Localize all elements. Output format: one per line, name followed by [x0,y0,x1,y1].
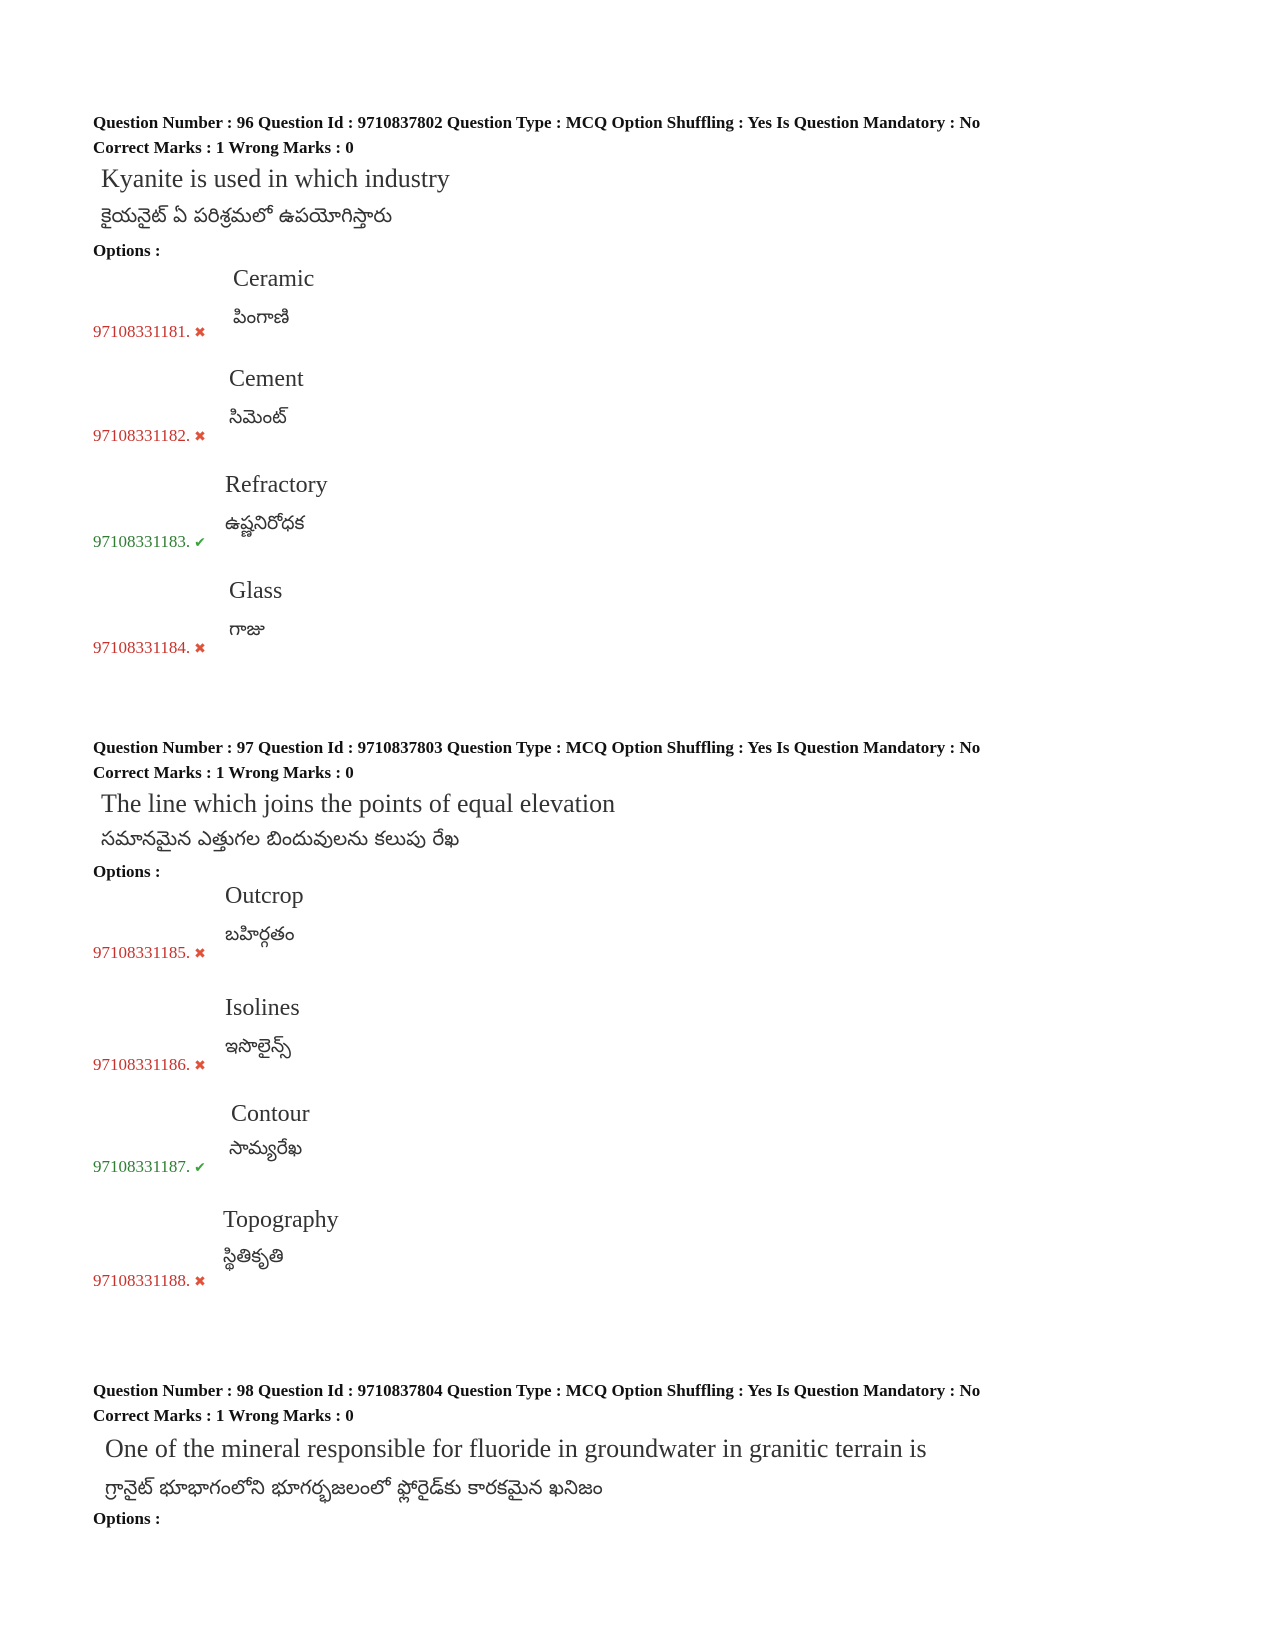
question-marks: Correct Marks : 1 Wrong Marks : 0 [93,763,354,782]
option-text-telugu: ఇసొలైన్స్ [225,1035,292,1057]
question-text-telugu: కైయనైట్ ఏ పరిశ్రమలో ఉపయోగిస్తారు [101,203,393,227]
options-label: Options : [93,1509,161,1528]
options-label: Options : [93,862,161,881]
question-text-english: Kyanite is used in which industry [101,164,450,193]
option-text-telugu: సామ్యరేఖ [229,1137,303,1159]
question-text-english: One of the mineral responsible for fluoride in groundwater in granitic terrain is [105,1434,927,1463]
option[interactable] [93,262,1213,366]
wrong-mark-icon: ✖ [194,946,206,962]
wrong-mark-icon: ✖ [194,641,206,657]
option-text-telugu: పింగాణి [233,306,290,328]
option-id: 97108331187. ✔ [93,1157,206,1176]
question-text-telugu: గ్రానైట్ భూభాగంలోని భూగర్భజలంలో ఫ్లోరైడ్‌కు కారకమైన ఖనిజం [105,1475,603,1499]
question-block [93,735,1213,1307]
option[interactable] [93,1207,1213,1307]
option-text-telugu: ఉష్ణనిరోధక [225,512,305,534]
question-marks: Correct Marks : 1 Wrong Marks : 0 [93,1406,354,1425]
option[interactable] [93,578,1213,678]
wrong-mark-icon: ✖ [194,1058,206,1074]
option-id: 97108331186. ✖ [93,1055,206,1074]
option-id: 97108331182. ✖ [93,426,206,445]
option-id: 97108331188. ✖ [93,1271,206,1290]
option-text-telugu: స్థితికృతి [223,1245,284,1267]
option[interactable] [93,366,1213,472]
options-label: Options : [93,241,161,260]
check-mark-icon: ✔ [194,1160,206,1176]
question-text-english: The line which joins the points of equal elevation [101,789,616,818]
wrong-mark-icon: ✖ [194,1274,206,1290]
option-id: 97108331181. ✖ [93,322,206,341]
check-mark-icon: ✔ [194,535,206,551]
option[interactable] [93,995,1213,1101]
question-meta: Question Number : 98 Question Id : 9710837804 Question Type : MCQ Option Shuffling : Yes Is Question Mandatory : No [93,1381,981,1400]
option-text-english: Ceramic [233,266,315,292]
question-block [93,1378,1213,1530]
option-text-telugu: గాజు [229,618,265,640]
question-meta: Question Number : 97 Question Id : 9710837803 Question Type : MCQ Option Shuffling : Yes Is Question Mandatory : No [93,738,981,757]
option[interactable] [93,472,1213,578]
option-text-telugu: సిమెంట్ [229,406,287,428]
option-id: 97108331184. ✖ [93,638,206,657]
option-id: 97108331185. ✖ [93,943,206,962]
option-text-english: Cement [229,366,304,392]
option-text-telugu: బహిర్గతం [225,923,295,945]
question-text-telugu: సమానమైన ఎత్తుగల బిందువులను కలుపు రేఖ [101,826,460,850]
wrong-mark-icon: ✖ [194,325,206,341]
question-marks: Correct Marks : 1 Wrong Marks : 0 [93,138,354,157]
option-text-english: Contour [231,1101,310,1127]
option-text-english: Refractory [225,472,328,498]
option-text-english: Outcrop [225,883,304,909]
option-text-english: Topography [223,1207,339,1233]
option[interactable] [93,883,1213,995]
question-meta: Question Number : 96 Question Id : 9710837802 Question Type : MCQ Option Shuffling : Yes Is Question Mandatory : No [93,113,981,132]
option-text-english: Isolines [225,995,300,1021]
question-block [93,110,1213,678]
option-id: 97108331183. ✔ [93,532,206,551]
option-text-english: Glass [229,578,283,604]
option[interactable] [93,1101,1213,1207]
wrong-mark-icon: ✖ [194,429,206,445]
